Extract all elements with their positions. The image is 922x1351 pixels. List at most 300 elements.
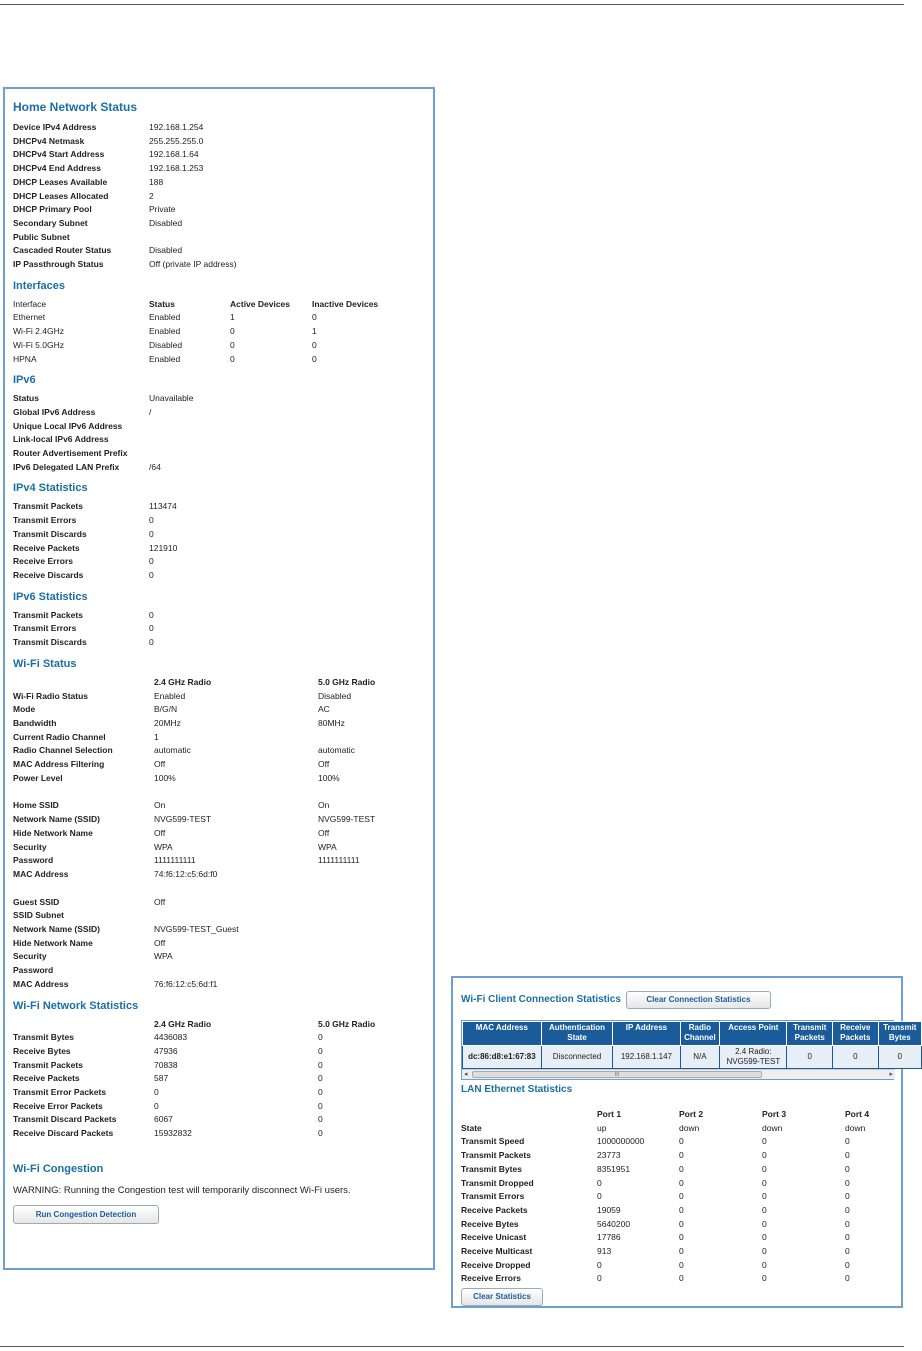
row-value: 80MHz xyxy=(318,717,345,728)
bottom-rule xyxy=(0,1346,904,1347)
column-header: Port 3 xyxy=(762,1109,787,1119)
table-row xyxy=(13,622,299,636)
row-value: 0 xyxy=(597,1273,602,1284)
ipv4-statistics-title: IPv4 Statistics xyxy=(13,482,88,495)
row-value: 19059 xyxy=(597,1204,621,1215)
row-label: Transmit Bytes xyxy=(461,1163,522,1174)
table-row xyxy=(13,744,418,758)
clear-connection-statistics-button[interactable]: Clear Connection Statistics xyxy=(626,991,771,1009)
row-label: Receive Discard Packets xyxy=(13,1128,114,1139)
table-row xyxy=(13,406,299,420)
row-value: 76:f6:12:c5:6d:f1 xyxy=(154,978,218,989)
table-row xyxy=(13,717,418,731)
column-header: 2.4 GHz Radio xyxy=(154,676,212,687)
client-column-header: Access Point xyxy=(720,1022,787,1046)
table-row xyxy=(13,162,299,176)
row-value: Off xyxy=(318,759,330,770)
client-row xyxy=(463,1046,922,1069)
ipv4-statistics-section xyxy=(13,480,433,582)
row-value: NVG599-TEST xyxy=(318,814,376,825)
row-value: 0 xyxy=(154,1100,159,1111)
row-value: On xyxy=(318,800,330,811)
table-row xyxy=(13,1045,418,1059)
table-row xyxy=(13,176,299,190)
wifi-status-section xyxy=(13,656,433,992)
row-label: Receive Error Packets xyxy=(13,1100,103,1111)
row-value: 188 xyxy=(149,176,164,187)
row-label: Secondary Subnet xyxy=(13,217,88,228)
column-header: Port 1 xyxy=(597,1109,622,1119)
row-value: down xyxy=(762,1122,783,1133)
row-value: 0 xyxy=(845,1177,850,1188)
row-value: NVG599-TEST_Guest xyxy=(154,924,239,935)
row-label: Radio Channel Selection xyxy=(13,745,113,756)
table-row xyxy=(13,609,299,623)
row-label: Cascaded Router Status xyxy=(13,245,112,256)
row-value: 1111111111 xyxy=(318,855,360,866)
table-row xyxy=(13,339,402,353)
table-row xyxy=(13,1059,418,1073)
row-value: 23773 xyxy=(597,1150,621,1161)
run-congestion-detection-button[interactable]: Run Congestion Detection xyxy=(13,1205,159,1224)
table-row xyxy=(461,1190,895,1204)
row-value xyxy=(154,964,318,978)
row-value: 0 xyxy=(597,1191,602,1202)
row-label: Network Name (SSID) xyxy=(13,814,100,825)
row-value: 0 xyxy=(679,1259,684,1270)
row-value: 0 xyxy=(679,1246,684,1257)
row-value: 0 xyxy=(312,339,317,350)
wifi-congestion-title: Wi-Fi Congestion xyxy=(13,1162,104,1175)
row-label: Receive Packets xyxy=(461,1204,528,1215)
row-value: Off xyxy=(154,827,166,838)
row-value: Unavailable xyxy=(149,393,194,404)
row-label: Status xyxy=(13,393,39,404)
row-value: 113474 xyxy=(149,501,177,512)
table-row xyxy=(13,514,299,528)
row-label: Transmit Errors xyxy=(461,1191,525,1202)
row-value: 70838 xyxy=(154,1059,178,1070)
home-network-status-panel xyxy=(3,87,435,1270)
row-value: 0 xyxy=(845,1136,850,1147)
row-label: Wi-Fi 2.4GHz xyxy=(13,326,64,337)
row-value: 0 xyxy=(845,1163,850,1174)
row-value: 0 xyxy=(679,1163,684,1174)
row-value: 0 xyxy=(679,1232,684,1243)
row-value: 0 xyxy=(318,1032,323,1043)
client-cell: 0 xyxy=(833,1046,879,1069)
row-label: Security xyxy=(13,951,47,962)
row-label: IP Passthrough Status xyxy=(13,259,104,270)
lan-ethernet-statistics-table xyxy=(461,1108,895,1286)
ipv6-table xyxy=(13,392,299,474)
row-value xyxy=(149,231,299,245)
row-value: 0 xyxy=(762,1273,767,1284)
lan-ethernet-statistics-title: LAN Ethernet Statistics xyxy=(461,1084,573,1095)
ipv6-title: IPv6 xyxy=(13,374,36,387)
lan-ethernet-statistics-table-header-row xyxy=(461,1108,895,1122)
table-row xyxy=(13,244,299,258)
table-row xyxy=(13,772,418,786)
row-value xyxy=(149,420,299,434)
client-column-header: Radio Channel xyxy=(680,1022,720,1046)
row-value: Off xyxy=(154,759,166,770)
row-value: 17786 xyxy=(597,1232,621,1243)
row-value: 0 xyxy=(312,312,317,323)
row-value: 0 xyxy=(762,1218,767,1229)
row-value: 0 xyxy=(149,528,154,539)
table-row xyxy=(13,1086,418,1100)
row-value: 0 xyxy=(762,1163,767,1174)
table-row xyxy=(13,1100,418,1114)
client-table-viewport xyxy=(461,1020,917,1080)
row-value: 0 xyxy=(845,1204,850,1215)
row-value xyxy=(154,909,318,923)
table-row xyxy=(13,121,299,135)
row-label: Receive Multicast xyxy=(461,1246,533,1257)
table-row xyxy=(461,1259,895,1273)
column-header: Inactive Devices xyxy=(312,298,379,309)
row-value: 0 xyxy=(230,353,235,364)
row-label: Transmit Packets xyxy=(13,1059,83,1070)
row-value: B/G/N xyxy=(154,704,178,715)
row-label: Global IPv6 Address xyxy=(13,406,96,417)
row-value: Off xyxy=(154,896,166,907)
row-value: 0 xyxy=(597,1177,602,1188)
table-row xyxy=(13,868,418,882)
row-label: Transmit Packets xyxy=(461,1150,531,1161)
row-value: Private xyxy=(149,204,176,215)
row-value: 0 xyxy=(679,1218,684,1229)
table-row xyxy=(461,1149,895,1163)
row-value: Enabled xyxy=(149,353,181,364)
home-network-title: Home Network Status xyxy=(13,100,138,114)
row-value: 0 xyxy=(679,1177,684,1188)
row-value: 8351951 xyxy=(597,1163,631,1174)
row-label: Security xyxy=(13,841,47,852)
row-label: Transmit Discards xyxy=(13,528,87,539)
table-row xyxy=(13,978,418,992)
table-row xyxy=(13,731,418,745)
row-label: Password xyxy=(13,965,54,976)
row-label: MAC Address xyxy=(13,978,69,989)
row-label: Public Subnet xyxy=(13,231,70,242)
row-value: 1 xyxy=(312,326,317,337)
row-value: 0 xyxy=(679,1191,684,1202)
row-value: 20MHz xyxy=(154,717,181,728)
row-value: 0 xyxy=(762,1204,767,1215)
row-value: 2 xyxy=(149,190,154,201)
row-value: 0 xyxy=(845,1191,850,1202)
table-row xyxy=(13,392,299,406)
row-label: Receive Errors xyxy=(13,556,74,567)
row-value: 0 xyxy=(845,1259,850,1270)
row-label: DHCPv4 End Address xyxy=(13,163,102,174)
table-row xyxy=(461,1177,895,1191)
row-value: 1 xyxy=(230,312,235,323)
table-row xyxy=(461,1122,895,1136)
row-value: Disabled xyxy=(149,217,183,228)
row-label: IPv6 Delegated LAN Prefix xyxy=(13,461,120,472)
row-value: 0 xyxy=(149,569,154,580)
row-value: 0 xyxy=(149,556,154,567)
row-label: Receive Dropped xyxy=(461,1259,531,1270)
row-value: WPA xyxy=(154,841,173,852)
horizontal-scrollbar[interactable] xyxy=(462,1069,895,1079)
wifi-network-statistics-section xyxy=(13,998,433,1141)
table-row xyxy=(13,896,418,910)
row-value: Enabled xyxy=(149,312,181,323)
table-row xyxy=(13,964,418,978)
row-label: DHCPv4 Start Address xyxy=(13,149,105,160)
congestion-warning: WARNING: Running the Congestion test will temporarily disconnect Wi-Fi users. xyxy=(13,1184,351,1196)
row-label: Receive Unicast xyxy=(461,1232,527,1243)
row-value: Off xyxy=(154,937,166,948)
row-value: 0 xyxy=(318,1087,323,1098)
row-label: Transmit Errors xyxy=(13,515,77,526)
client-cell: dc:86:d8:e1:67:83 xyxy=(463,1046,542,1069)
table-row xyxy=(461,1135,895,1149)
interfaces-table-header-row xyxy=(13,298,402,312)
table-row xyxy=(13,1113,418,1127)
interfaces-table xyxy=(13,298,402,367)
row-value: 0 xyxy=(845,1150,850,1161)
wifi-network-statistics-title: Wi-Fi Network Statistics xyxy=(13,999,139,1012)
row-label: Hide Network Name xyxy=(13,827,93,838)
client-cell: 192.168.1.147 xyxy=(613,1046,680,1069)
client-column-header: IP Address xyxy=(613,1022,680,1046)
row-value: 1111111111 xyxy=(154,855,196,866)
home-network-table xyxy=(13,121,299,272)
row-label: DHCPv4 Netmask xyxy=(13,135,85,146)
row-label: MAC Address xyxy=(13,868,69,879)
row-value: 0 xyxy=(149,609,154,620)
table-row xyxy=(13,703,418,717)
row-value: NVG599-TEST xyxy=(154,814,212,825)
table-row xyxy=(13,690,418,704)
table-row xyxy=(13,1031,418,1045)
row-value: 0 xyxy=(679,1273,684,1284)
row-label: Transmit Packets xyxy=(13,501,83,512)
row-label: Router Advertisement Prefix xyxy=(13,448,128,459)
column-header: 2.4 GHz Radio xyxy=(154,1018,212,1029)
row-label: DHCP Leases Available xyxy=(13,176,108,187)
wifi-guest-ssid-table xyxy=(13,896,418,992)
row-label: Current Radio Channel xyxy=(13,731,106,742)
wifi-status-title: Wi-Fi Status xyxy=(13,657,77,670)
row-label: Bandwidth xyxy=(13,717,57,728)
row-value: 0 xyxy=(762,1246,767,1257)
row-label: Receive Bytes xyxy=(461,1218,519,1229)
row-value: automatic xyxy=(318,745,355,756)
table-row xyxy=(13,909,418,923)
client-table-header-row xyxy=(463,1022,922,1046)
table-row xyxy=(13,636,299,650)
row-label: Receive Discards xyxy=(13,569,84,580)
table-row xyxy=(461,1204,895,1218)
row-label: Transmit Dropped xyxy=(461,1177,534,1188)
row-value: 0 xyxy=(597,1259,602,1270)
client-cell: 0 xyxy=(878,1046,921,1069)
row-label: Transmit Discard Packets xyxy=(13,1114,117,1125)
row-label: Password xyxy=(13,855,54,866)
row-label: State xyxy=(461,1122,482,1133)
table-row xyxy=(13,447,299,461)
row-value: Disabled xyxy=(149,339,183,350)
ipv6-statistics-table xyxy=(13,609,299,650)
row-label: SSID Subnet xyxy=(13,910,65,921)
row-value: 0 xyxy=(845,1218,850,1229)
client-cell: N/A xyxy=(680,1046,720,1069)
row-value: 0 xyxy=(762,1177,767,1188)
row-value: On xyxy=(154,800,166,811)
column-header: 5.0 GHz Radio xyxy=(318,676,376,687)
row-label: Ethernet xyxy=(13,312,46,323)
client-stats-table xyxy=(462,1021,922,1069)
row-label: Transmit Bytes xyxy=(13,1032,74,1043)
row-value: 0 xyxy=(230,326,235,337)
row-value xyxy=(318,937,418,951)
scrollbar-thumb[interactable] xyxy=(472,1071,762,1078)
row-label: Hide Network Name xyxy=(13,937,93,948)
row-value: 587 xyxy=(154,1073,169,1084)
row-label: HPNA xyxy=(13,353,37,364)
row-label: Power Level xyxy=(13,772,63,783)
wifi-network-statistics-table xyxy=(13,1018,418,1141)
client-column-header: Receive Packets xyxy=(833,1022,879,1046)
row-label: Home SSID xyxy=(13,800,59,811)
row-value: 4436083 xyxy=(154,1032,188,1043)
wifi-network-statistics-table-header-row xyxy=(13,1018,418,1032)
row-value: up xyxy=(597,1122,607,1133)
table-row xyxy=(13,420,299,434)
client-stats-header xyxy=(461,990,901,1010)
table-row xyxy=(13,555,299,569)
column-header xyxy=(13,676,154,690)
row-value: Enabled xyxy=(149,326,181,337)
table-row xyxy=(13,569,299,583)
table-row xyxy=(13,311,402,325)
row-value: 0 xyxy=(154,1087,159,1098)
interfaces-section xyxy=(13,278,433,367)
table-row xyxy=(13,353,402,367)
table-row xyxy=(13,1127,418,1141)
row-value xyxy=(318,950,418,964)
wifi-radio-table-header-row xyxy=(13,676,418,690)
ipv6-section xyxy=(13,372,433,474)
row-value: 0 xyxy=(149,637,154,648)
table-row xyxy=(461,1163,895,1177)
row-value: /64 xyxy=(149,461,161,472)
table-row xyxy=(13,923,418,937)
table-row xyxy=(13,500,299,514)
row-value: 0 xyxy=(845,1232,850,1243)
row-value: 0 xyxy=(762,1191,767,1202)
table-row xyxy=(13,148,299,162)
table-row xyxy=(13,937,418,951)
row-label: Network Name (SSID) xyxy=(13,924,100,935)
row-value xyxy=(149,433,299,447)
row-value: 0 xyxy=(679,1136,684,1147)
table-row xyxy=(13,231,299,245)
scroll-left-icon[interactable]: ◂ xyxy=(464,1071,468,1078)
row-value: WPA xyxy=(154,951,173,962)
ipv6-statistics-title: IPv6 Statistics xyxy=(13,590,88,603)
row-value: 100% xyxy=(154,772,176,783)
row-value: 0 xyxy=(230,339,235,350)
row-value: 0 xyxy=(149,515,154,526)
table-row xyxy=(461,1218,895,1232)
row-value: 0 xyxy=(318,1114,323,1125)
column-header xyxy=(13,1018,154,1032)
row-value: 0 xyxy=(318,1100,323,1111)
table-row xyxy=(13,841,418,855)
table-row xyxy=(13,461,299,475)
client-stats-title: Wi-Fi Client Connection Statistics xyxy=(461,994,621,1005)
row-label: DHCP Primary Pool xyxy=(13,204,92,215)
row-value: 6067 xyxy=(154,1114,173,1125)
row-value: 0 xyxy=(762,1136,767,1147)
column-header xyxy=(461,1108,597,1122)
table-row xyxy=(13,258,299,272)
clear-statistics-button[interactable]: Clear Statistics xyxy=(461,1288,543,1306)
top-rule xyxy=(0,4,904,5)
client-column-header: MAC Address xyxy=(463,1022,542,1046)
column-header: Status xyxy=(149,298,175,309)
row-value: Enabled xyxy=(154,690,186,701)
row-value xyxy=(318,923,418,937)
row-value: 0 xyxy=(149,623,154,634)
row-value: 100% xyxy=(318,772,340,783)
row-label: Receive Packets xyxy=(13,1073,80,1084)
row-value: Disabled xyxy=(149,245,183,256)
row-value: 0 xyxy=(679,1204,684,1215)
row-label: Transmit Error Packets xyxy=(13,1087,107,1098)
row-value xyxy=(318,978,418,992)
row-value: / xyxy=(149,406,152,417)
wifi-radio-table xyxy=(13,676,418,786)
table-row xyxy=(13,528,299,542)
column-header: Port 4 xyxy=(845,1109,870,1119)
row-value: 0 xyxy=(312,353,317,364)
row-value: Disabled xyxy=(318,690,352,701)
row-value: 0 xyxy=(845,1273,850,1284)
wifi-congestion-section xyxy=(13,1161,433,1224)
row-label: Unique Local IPv6 Address xyxy=(13,420,123,431)
table-row xyxy=(13,799,418,813)
row-value: 255.255.255.0 xyxy=(149,135,204,146)
row-label: Receive Packets xyxy=(13,542,80,553)
home-network-section xyxy=(13,99,433,272)
table-row xyxy=(13,217,299,231)
row-label: Transmit Errors xyxy=(13,623,77,634)
column-header: Interface xyxy=(13,298,47,309)
row-value: Off xyxy=(318,827,330,838)
table-row xyxy=(13,950,418,964)
row-value xyxy=(318,731,418,745)
row-value: 1000000000 xyxy=(597,1136,645,1147)
client-cell: Disconnected xyxy=(541,1046,613,1069)
row-value xyxy=(318,909,418,923)
scroll-right-icon[interactable]: ▸ xyxy=(889,1071,893,1078)
client-column-header: Transmit Packets xyxy=(787,1022,833,1046)
scrollbar-grip: III xyxy=(614,1072,620,1078)
row-value: 74:f6:12:c5:6d:f0 xyxy=(154,868,218,879)
ipv4-statistics-table xyxy=(13,500,299,582)
row-value: down xyxy=(845,1122,866,1133)
row-value: 5640200 xyxy=(597,1218,631,1229)
row-value: 192.168.1.253 xyxy=(149,163,204,174)
